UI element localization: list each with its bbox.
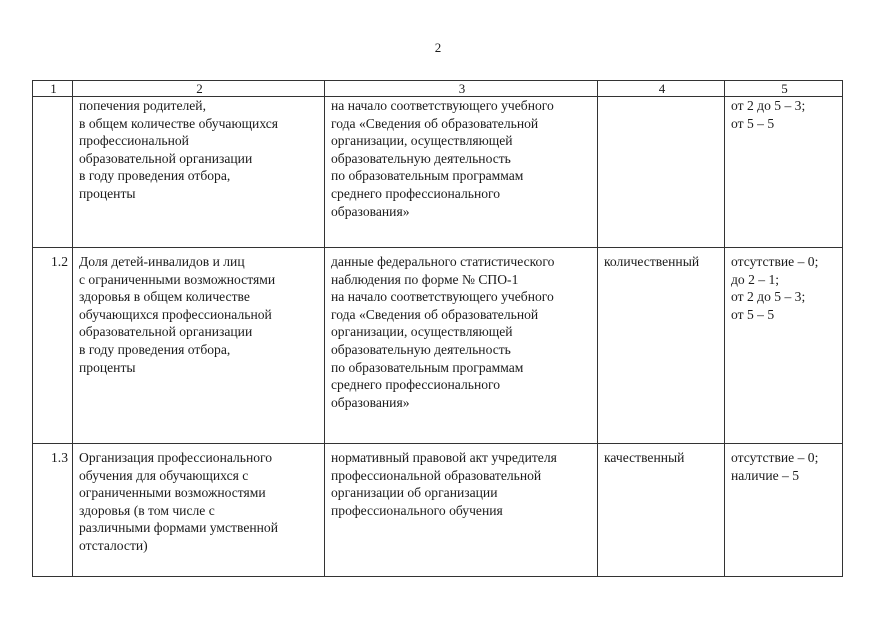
cell-text-line: образовательной организации — [79, 324, 253, 340]
scores-cell — [725, 97, 843, 248]
cell-text-line: образовательную деятельность — [331, 341, 511, 357]
table-row — [33, 97, 843, 248]
cell-text-line: обучения для обучающихся с — [79, 467, 249, 483]
cell-text-line: организации об организации — [331, 485, 498, 501]
cell-text-line: до 2 – 1; — [731, 271, 780, 287]
cell-text-line: в году проведения отбора, — [79, 341, 231, 357]
cell-text-line: от 5 – 5 — [731, 306, 775, 322]
cell-text-line: проценты — [79, 185, 136, 201]
cell-text-line: здоровья (в том числе с — [79, 502, 215, 518]
cell-text-line: на начало соответствующего учебного — [331, 98, 554, 113]
cell-text-line: среднего профессионального — [331, 185, 501, 201]
cell-text-line: обучающихся профессиональной — [79, 306, 272, 322]
cell-text-line: с ограниченными возможностями — [79, 271, 276, 287]
cell-text-line: года «Сведения об образовательной — [331, 306, 539, 322]
cell-text-line: Организация профессионального — [79, 450, 273, 465]
header-cell-2: 2 — [73, 81, 325, 97]
cell-text-line: среднего профессионального — [331, 377, 501, 393]
scores-cell — [725, 444, 843, 577]
page-number: 2 — [434, 40, 442, 55]
row-number-cell: 1.3 — [33, 444, 73, 577]
header-cell-3: 3 — [325, 81, 598, 97]
cell-text-line: профессионального обучения — [331, 502, 503, 518]
cell-text-line: нормативный правовой акт учредителя — [331, 450, 557, 465]
cell-text-line: проценты — [79, 359, 136, 375]
source-cell — [325, 444, 598, 577]
cell-text-line: профессиональной образовательной — [331, 467, 542, 483]
cell-text-line: наблюдения по форме № СПО-1 — [331, 271, 519, 287]
table-row — [33, 248, 843, 444]
cell-text-line: года «Сведения об образовательной — [331, 115, 539, 131]
table-header-row — [33, 81, 843, 97]
header-cell-1: 1 — [33, 81, 73, 97]
cell-text-line: образовательной организации — [79, 150, 253, 166]
cell-text-line: на начало соответствующего учебного — [331, 289, 554, 305]
cell-text-line: наличие – 5 — [731, 467, 800, 483]
cell-text-line: от 5 – 5 — [731, 115, 775, 131]
indicator-type-cell — [598, 444, 725, 577]
cell-text-line: в году проведения отбора, — [79, 168, 231, 184]
cell-text-line: от 2 до 5 – 3; — [731, 98, 806, 113]
cell-text-line: попечения родителей, — [79, 98, 206, 113]
cell-text-line: организации, осуществляющей — [331, 324, 513, 340]
cell-text-line: данные федерального статистического — [331, 254, 555, 269]
cell-text-line: качественный — [604, 450, 685, 465]
cell-text-line: Доля детей-инвалидов и лиц — [79, 254, 245, 269]
cell-text-line: профессиональной — [79, 133, 189, 149]
cell-text-line: отсутствие – 0; — [731, 254, 819, 269]
cell-text-line: количественный — [604, 254, 700, 269]
table-row — [33, 444, 843, 577]
cell-text-line: в общем количестве обучающихся — [79, 115, 279, 131]
indicator-cell — [73, 97, 325, 248]
indicator-type-cell — [598, 248, 725, 444]
source-cell — [325, 248, 598, 444]
cell-text-line: здоровья в общем количестве — [79, 289, 250, 305]
row-number-cell: 1.2 — [33, 248, 73, 444]
cell-text-line: образования» — [331, 394, 410, 410]
cell-text-line: по образовательным программам — [331, 359, 524, 375]
scores-cell — [725, 248, 843, 444]
cell-text-line: образовательную деятельность — [331, 150, 511, 166]
cell-text-line: организации, осуществляющей — [331, 133, 513, 149]
cell-text-line: отсутствие – 0; — [731, 450, 819, 465]
row-number-cell — [33, 97, 73, 248]
cell-text-line: ограниченными возможностями — [79, 485, 266, 501]
source-cell — [325, 97, 598, 248]
header-cell-5: 5 — [725, 81, 843, 97]
cell-text-line: образования» — [331, 203, 410, 219]
header-cell-4: 4 — [598, 81, 725, 97]
cell-text-line: от 2 до 5 – 3; — [731, 289, 806, 305]
cell-text-line: различными формами умственной — [79, 520, 278, 536]
indicator-type-cell — [598, 97, 725, 248]
cell-text-line: отсталости) — [79, 537, 148, 553]
cell-text-line: по образовательным программам — [331, 168, 524, 184]
indicator-cell — [73, 248, 325, 444]
indicator-cell — [73, 444, 325, 577]
criteria-table — [32, 80, 843, 577]
